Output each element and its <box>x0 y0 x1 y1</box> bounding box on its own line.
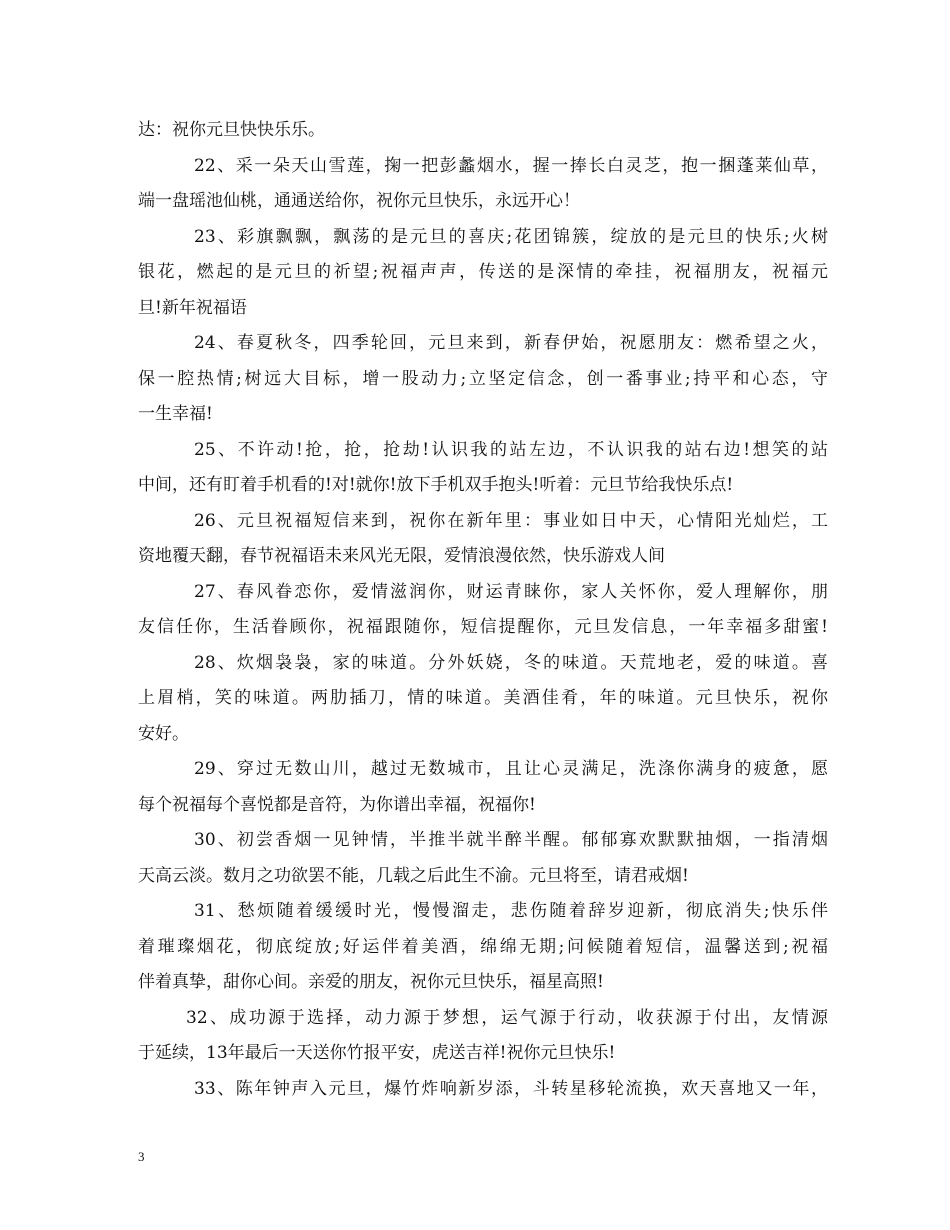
text-line: 银花，燃起的是元旦的祈望;祝福声声，传送的是深情的牵挂，祝福朋友，祝福元 <box>138 262 828 282</box>
paragraph-25-line: 25、不许动!抢，抢，抢劫!认识我的站左边，不认识我的站右边!想笑的站 <box>194 440 828 460</box>
text-line: 每个祝福每个喜悦都是音符，为你谱出幸福，祝福你! <box>138 795 536 815</box>
paragraph-23-line: 23、彩旗飘飘，飘荡的是元旦的喜庆;花团锦簇，绽放的是元旦的快乐;火树 <box>194 227 828 247</box>
text-line: 一生幸福! <box>138 404 213 424</box>
text-line: 上眉梢，笑的味道。两肋插刀，情的味道。美酒佳肴，年的味道。元旦快乐，祝你 <box>138 688 828 708</box>
paragraph-30-line: 30、初尝香烟一见钟情，半推半就半醉半醒。郁郁寡欢默默抽烟，一指清烟 <box>194 830 828 850</box>
paragraph-26-line: 26、元旦祝福短信来到，祝你在新年里：事业如日中天，心情阳光灿烂，工 <box>194 511 828 531</box>
text-line: 端一盘瑶池仙桃，通通送给你，祝你元旦快乐，永远开心！ <box>138 191 580 211</box>
text-line: 资地覆天翻，春节祝福语未来风光无限，爱情浪漫依然，快乐游戏人间 <box>138 546 665 566</box>
text-line: 保一腔热情;树远大目标，增一股动力;立坚定信念，创一番事业;持平和心态，守 <box>138 369 828 389</box>
text-line: 天高云淡。数月之功欲罢不能，几载之后此生不渝。元旦将至，请君戒烟! <box>138 866 689 886</box>
text-line: 于延续，13年最后一天送你竹报平安，虎送吉祥!祝你元旦快乐! <box>138 1043 616 1063</box>
paragraph-24-line: 24、春夏秋冬，四季轮回，元旦来到，新春伊始，祝愿朋友：燃希望之火， <box>194 333 828 353</box>
text-line: 安好。 <box>138 724 189 744</box>
text-line: 达：祝你元旦快快乐乐。 <box>138 120 325 140</box>
paragraph-31-line: 31、愁烦随着缓缓时光，慢慢溜走，悲伤随着辞岁迎新，彻底消失;快乐伴 <box>194 901 828 921</box>
paragraph-29-line: 29、穿过无数山川，越过无数城市，且让心灵满足，洗涤你满身的疲惫，愿 <box>194 759 828 779</box>
text-line: 旦!新年祝福语 <box>138 298 247 318</box>
page-number: 3 <box>138 1149 145 1164</box>
paragraph-27-line: 27、春风眷恋你，爱情滋润你，财运青睐你，家人关怀你，爱人理解你，朋 <box>194 582 828 602</box>
paragraph-32-line: 32、成功源于选择，动力源于梦想，运气源于行动，收获源于付出，友情源 <box>186 1008 828 1028</box>
text-line: 着璀璨烟花，彻底绽放;好运伴着美酒，绵绵无期;问候随着短信，温馨送到;祝福 <box>138 937 828 957</box>
paragraph-33-line: 33、陈年钟声入元旦，爆竹炸响新岁添，斗转星移轮流换，欢天喜地又一年， <box>194 1079 828 1099</box>
text-line: 友信任你，生活眷顾你，祝福跟随你，短信提醒你，元旦发信息，一年幸福多甜蜜! <box>138 617 828 637</box>
paragraph-22-line: 22、采一朵天山雪莲，掬一把彭蠡烟水，握一捧长白灵芝，抱一捆蓬莱仙草， <box>194 156 828 176</box>
paragraph-28-line: 28、炊烟袅袅，家的味道。分外妖娆，冬的味道。天荒地老，爱的味道。喜 <box>194 653 828 673</box>
text-line: 伴着真挚，甜你心间。亲爱的朋友，祝你元旦快乐，福星高照! <box>138 972 604 992</box>
text-line: 中间，还有盯着手机看的!对!就你!放下手机双手抱头!听着：元旦节给我快乐点! <box>138 475 734 495</box>
